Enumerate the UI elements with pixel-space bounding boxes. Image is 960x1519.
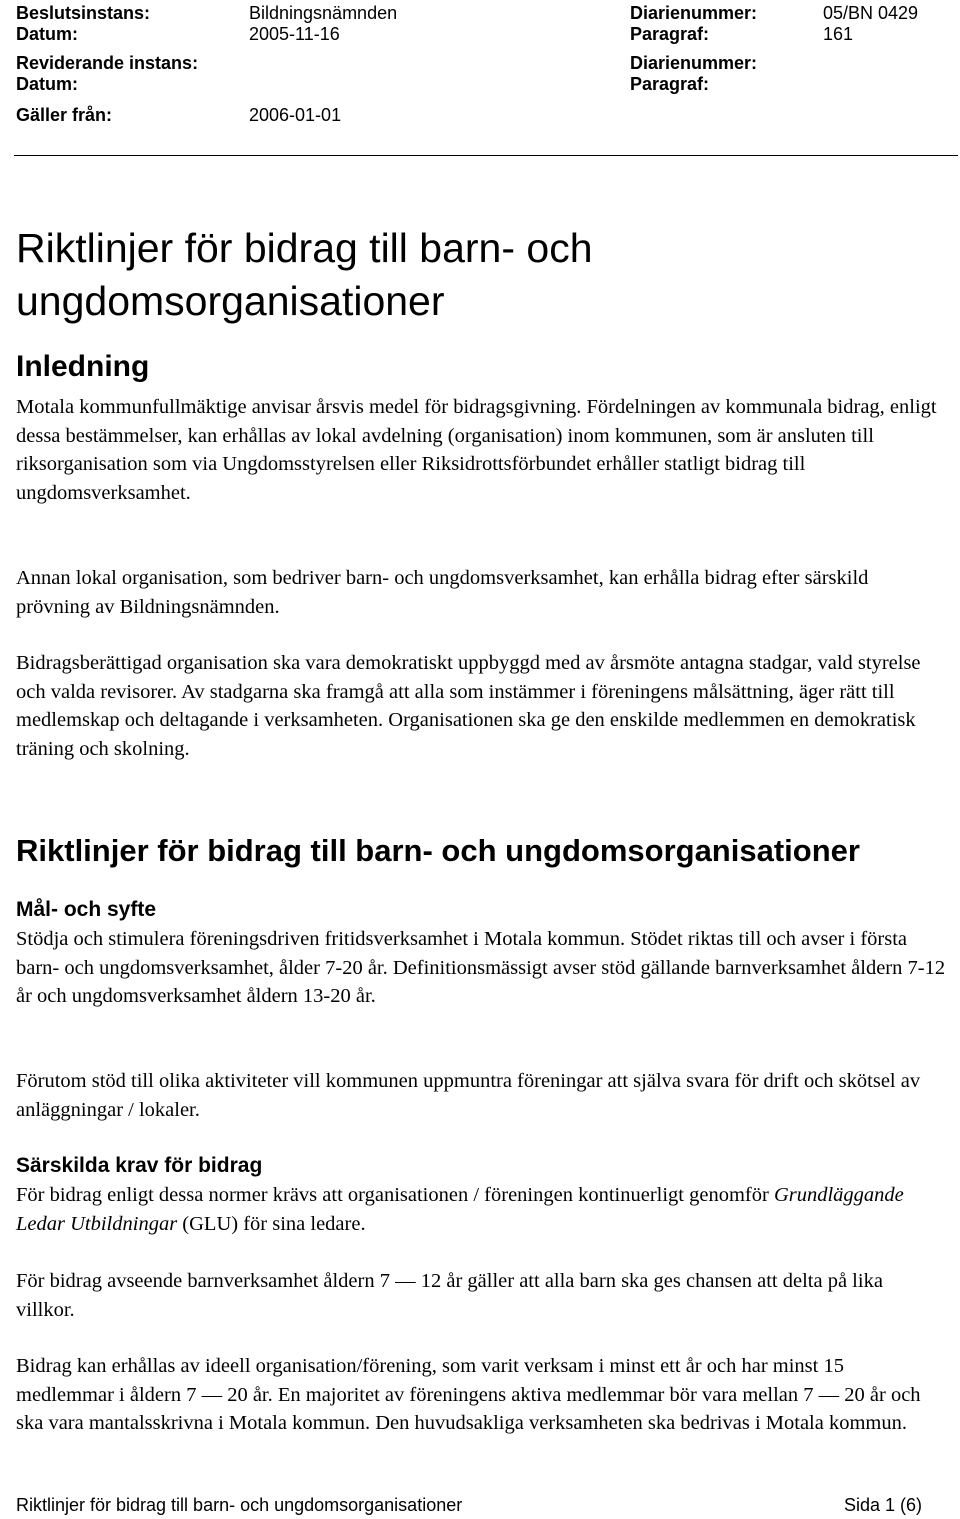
meta-row-galler-fran xyxy=(16,105,946,126)
mal-heading: Mål- och syfte xyxy=(16,898,157,921)
sarskilda-p1-text-after: (GLU) för sina ledare. xyxy=(177,1212,366,1235)
footer-title: Riktlinjer för bidrag till barn- och ungdomsorganisationer xyxy=(16,1495,463,1515)
inledning-paragraph-3: Bidragsberättigad organisation ska vara demokratiskt uppbyggd med av årsmöte antagna stadgar, vald styrelse och valda revisorer. Av stadgarna ska framgå att alla som instämmer i föreningens målsättning, äger rätt till medlemskap och deltagande i verksamheten. Organisationen ska ge den enskilde medlemmen en demokratisk träning och skolning. xyxy=(16,652,921,760)
document-title xyxy=(16,222,916,328)
beslutsinstans-value: Bildningsnämnden xyxy=(249,3,398,23)
document-title-line-1: Riktlinjer för bidrag till barn- och xyxy=(16,225,593,271)
sarskilda-paragraph-1 xyxy=(16,1181,946,1238)
sarskilda-heading: Särskilda krav för bidrag xyxy=(16,1154,263,1177)
glu-italic-text: Grundläggande Ledar Utbildningar xyxy=(16,1184,904,1235)
paragraf-label: Paragraf: xyxy=(630,24,710,44)
meta-row-reviderande xyxy=(16,53,946,74)
beslutsinstans-label: Beslutsinstans: xyxy=(16,3,151,23)
sarskilda-p1-text-before: För bidrag enligt dessa normer krävs att organisationen / föreningen kontinuerligt genomför xyxy=(16,1184,774,1206)
meta-row-beslutsinstans xyxy=(16,3,946,24)
document-title-line-2: ungdomsorganisationer xyxy=(16,278,445,324)
galler-fran-value: 2006-01-01 xyxy=(249,105,342,125)
mal-paragraph-1: Stödja och stimulera föreningsdriven fritidsverksamhet i Motala kommun. Stödet riktas till och avser i första barn- och ungdomsverksamhet, ålder 7-20 år. Definitionsmässigt avser stöd gällande barnverksamhet åldern 7-12 år och ungdomsverksamhet åldern 13-20 år. xyxy=(16,928,946,1007)
meta-row-rev-datum xyxy=(16,74,946,95)
inledning-heading: Inledning xyxy=(16,350,150,383)
galler-fran-label: Gäller från: xyxy=(16,105,113,125)
datum-label: Datum: xyxy=(16,24,78,44)
reviderande-label: Reviderande instans: xyxy=(16,53,199,73)
paragraf-value: 161 xyxy=(823,24,854,44)
diarienummer-value: 05/BN 0429 xyxy=(823,3,919,23)
rev-diarienummer-label: Diarienummer: xyxy=(630,53,758,73)
datum-value: 2005-11-16 xyxy=(249,24,340,44)
footer-page-number: Sida 1 (6) xyxy=(843,1495,922,1515)
rev-datum-label: Datum: xyxy=(16,74,78,94)
meta-row-datum xyxy=(16,24,946,45)
sarskilda-paragraph-3: Bidrag kan erhållas av ideell organisation/förening, som varit verksam i minst ett år och har minst 15 medlemmar i åldern 7 — 20 år. En majoritet av föreningens aktiva medlemmar bör vara mellan 7 — 20 år och ska vara mantalsskrivna i Motala kommun. Den huvudsakliga verksamheten ska bedrivas i Motala kommun. xyxy=(16,1355,921,1434)
sarskilda-paragraph-2: För bidrag avseende barnverksamhet åldern 7 — 12 år gäller att alla barn ska ges chansen att delta på lika villkor. xyxy=(16,1270,883,1321)
inledning-paragraph-2: Annan lokal organisation, som bedriver barn- och ungdomsverksamhet, kan erhålla bidrag efter särskild prövning av Bildningsnämnden. xyxy=(16,567,869,618)
rev-paragraf-label: Paragraf: xyxy=(630,74,710,94)
mal-paragraph-2: Förutom stöd till olika aktiviteter vill kommunen uppmuntra föreningar att själva svara för drift och skötsel av anläggningar / lokaler. xyxy=(16,1070,921,1121)
diarienummer-label: Diarienummer: xyxy=(630,3,758,23)
header-metadata xyxy=(16,3,946,126)
section-heading: Riktlinjer för bidrag till barn- och ungdomsorganisationer xyxy=(16,833,860,868)
header-divider xyxy=(14,155,958,156)
inledning-paragraph-1: Motala kommunfullmäktige anvisar årsvis medel för bidragsgivning. Fördelningen av kommunala bidrag, enligt dessa bestämmelser, kan erhållas av lokal avdelning (organisation) inom kommunen, som är ansluten till riksorganisation som via Ungdomsstyrelsen eller Riksidrottsförbundet erhåller statligt bidrag till ungdomsverksamhet. xyxy=(16,396,937,504)
